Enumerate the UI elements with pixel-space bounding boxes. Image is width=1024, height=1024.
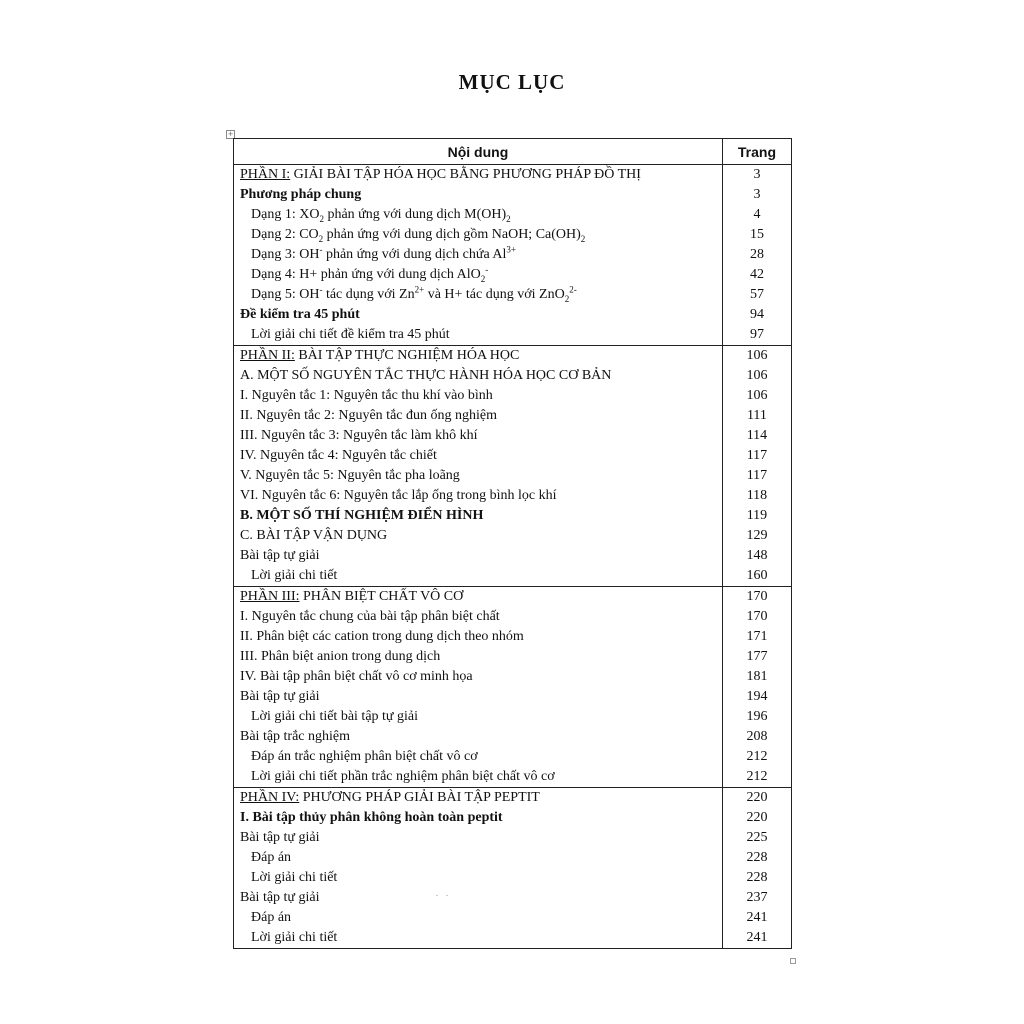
page-number: 212 xyxy=(746,769,768,784)
entry-text: Bài tập trắc nghiệm xyxy=(240,729,351,744)
toc-entry xyxy=(234,225,722,245)
page-number: 220 xyxy=(746,810,768,825)
page-number: 170 xyxy=(746,609,768,624)
page-number: 106 xyxy=(746,348,768,363)
toc-entry xyxy=(234,466,722,486)
entry-text: Dạng 2: CO xyxy=(251,227,319,242)
toc-entry xyxy=(234,366,722,386)
header-content: Nội dung xyxy=(234,139,723,165)
page-title: MỤC LỤC xyxy=(458,70,566,94)
toc-entry xyxy=(234,506,722,526)
page-number: 117 xyxy=(746,448,768,463)
page-number: 28 xyxy=(749,247,764,262)
page-number: 3 xyxy=(753,187,761,202)
page-number: 117 xyxy=(746,468,768,483)
page-number: 3 xyxy=(753,167,761,182)
entry-text: III. Phân biệt anion trong dung dịch xyxy=(240,649,441,664)
toc-entry xyxy=(234,888,722,908)
entry-text: A. MỘT SỐ NGUYÊN TẮC THỰC HÀNH HÓA HỌC CƠ BẢN xyxy=(240,368,612,383)
entry-text: - xyxy=(319,245,323,255)
toc-entry xyxy=(234,687,722,707)
table-resize-handle[interactable] xyxy=(790,958,796,964)
page-number: 97 xyxy=(749,327,764,342)
toc-entry xyxy=(234,868,722,888)
entry-text: Bài tập tự giải xyxy=(240,548,320,563)
entry-text: 2 xyxy=(580,233,586,244)
entry-text: II. Nguyên tắc 2: Nguyên tắc đun ống nghiệm xyxy=(240,408,497,423)
toc-entry xyxy=(234,245,722,265)
entry-text: - xyxy=(485,265,489,275)
section-pages xyxy=(722,587,791,788)
entry-text: phản ứng với dung dịch chứa Al xyxy=(322,247,507,262)
page-number: 170 xyxy=(746,589,768,604)
section-entries xyxy=(234,346,723,587)
toc-entry xyxy=(234,607,722,627)
toc-section xyxy=(234,587,792,788)
toc-section xyxy=(234,165,792,346)
toc-entry xyxy=(234,627,722,647)
section-heading xyxy=(234,788,722,808)
toc-entry xyxy=(234,486,722,506)
entry-text: 2 xyxy=(318,233,324,244)
entry-text: - xyxy=(319,285,323,295)
page-number: 129 xyxy=(746,528,768,543)
entry-text: Lời giải chi tiết xyxy=(251,568,338,583)
page-number: 225 xyxy=(746,830,768,845)
entry-text: Lời giải chi tiết xyxy=(251,930,338,945)
page-number: 114 xyxy=(746,428,768,443)
page-number: 160 xyxy=(746,568,768,583)
entry-text: Đáp án xyxy=(251,910,292,925)
toc-entry xyxy=(234,727,722,747)
toc-entry xyxy=(234,386,722,406)
entry-text: I. Bài tập thủy phân không hoàn toàn peptit xyxy=(240,810,503,825)
toc-table xyxy=(233,138,792,949)
toc-entry xyxy=(234,828,722,848)
page-number: 111 xyxy=(746,408,767,423)
entry-text: Bài tập tự giải xyxy=(240,689,320,704)
scan-specks: .. xyxy=(436,889,456,898)
entry-text: 2 xyxy=(506,213,511,224)
entry-text: Phương pháp chung xyxy=(240,187,362,202)
entry-text: Bài tập tự giải xyxy=(240,890,320,905)
page-number: 212 xyxy=(746,749,768,764)
entry-text: PHÂN BIỆT CHẤT VÔ CƠ xyxy=(299,589,464,604)
toc-entry xyxy=(234,546,722,566)
page-number: 106 xyxy=(746,388,768,403)
toc-entry xyxy=(234,285,722,305)
section-entries xyxy=(234,165,723,346)
section-pages xyxy=(722,788,791,949)
toc-entry xyxy=(234,305,722,325)
toc-section xyxy=(234,788,792,949)
toc-body xyxy=(234,165,792,949)
entry-text: Đáp án trắc nghiệm phân biệt chất vô cơ xyxy=(251,749,478,764)
entry-text: Dạng 4: H+ phản ứng với dung dịch AlO xyxy=(251,267,481,282)
page-number: 241 xyxy=(746,930,768,945)
entry-text: 2 xyxy=(564,293,570,304)
toc-entry xyxy=(234,647,722,667)
toc-entry xyxy=(234,205,722,225)
entry-text: Dạng 1: XO xyxy=(251,207,320,222)
entry-text: PHẦN I: xyxy=(240,167,291,182)
toc-entry xyxy=(234,707,722,727)
page-number: 228 xyxy=(746,850,768,865)
page-number: 119 xyxy=(746,508,768,523)
toc-section xyxy=(234,346,792,587)
toc-entry xyxy=(234,566,722,586)
section-heading xyxy=(234,165,722,185)
entry-text: PHẦN II: xyxy=(240,348,295,363)
toc-entry xyxy=(234,808,722,828)
toc-entry xyxy=(234,526,722,546)
entry-text: Lời giải chi tiết đề kiểm tra 45 phút xyxy=(251,327,450,342)
page-number: 15 xyxy=(749,227,764,242)
entry-text: Lời giải chi tiết xyxy=(251,870,338,885)
toc-entry xyxy=(234,265,722,285)
entry-text: VI. Nguyên tắc 6: Nguyên tắc lắp ống trong bình lọc khí xyxy=(240,488,557,503)
entry-text: phản ứng với dung dịch M(OH) xyxy=(323,207,507,222)
section-entries xyxy=(234,788,723,949)
section-heading xyxy=(234,587,722,607)
section-pages xyxy=(722,346,791,587)
table-header-row xyxy=(234,139,792,165)
entry-text: C. BÀI TẬP VẬN DỤNG xyxy=(240,528,388,543)
entry-text: III. Nguyên tắc 3: Nguyên tắc làm khô khí xyxy=(240,428,478,443)
section-heading xyxy=(234,346,722,366)
page-number: 177 xyxy=(746,649,768,664)
toc-entry xyxy=(234,185,722,205)
entry-text: Đáp án xyxy=(251,850,292,865)
toc-entry xyxy=(234,908,722,928)
page-number: 42 xyxy=(749,267,764,282)
entry-text: 2 xyxy=(480,273,486,284)
entry-text: Dạng 3: OH xyxy=(251,247,320,262)
entry-text: V. Nguyên tắc 5: Nguyên tắc pha loãng xyxy=(240,468,460,483)
page-number: 148 xyxy=(746,548,768,563)
entry-text: PHƯƠNG PHÁP GIẢI BÀI TẬP PEPTIT xyxy=(299,790,540,805)
page-number: 94 xyxy=(749,307,764,322)
toc-entry xyxy=(234,848,722,868)
entry-text: I. Nguyên tắc chung của bài tập phân biệt chất xyxy=(240,609,500,624)
toc-entry xyxy=(234,325,722,345)
section-entries xyxy=(234,587,723,788)
page-number: 106 xyxy=(746,368,768,383)
page-number: 118 xyxy=(746,488,768,503)
toc-entry xyxy=(234,406,722,426)
entry-text: Lời giải chi tiết bài tập tự giải xyxy=(251,709,419,724)
page-number: 241 xyxy=(746,910,768,925)
entry-text: IV. Bài tập phân biệt chất vô cơ minh họa xyxy=(240,669,473,684)
toc-entry xyxy=(234,928,722,948)
entry-text: Bài tập tự giải xyxy=(240,830,320,845)
entry-text: Dạng 5: OH xyxy=(251,287,320,302)
entry-text: B. MỘT SỐ THÍ NGHIỆM ĐIỂN HÌNH xyxy=(240,508,484,523)
entry-text: phản ứng với dung dịch gồm NaOH; Ca(OH) xyxy=(323,227,581,242)
entry-text: tác dụng với Zn xyxy=(322,287,415,302)
section-pages xyxy=(722,165,791,346)
page-number: 194 xyxy=(746,689,768,704)
toc-entry xyxy=(234,767,722,787)
page-number: 4 xyxy=(753,207,761,222)
header-page: Trang xyxy=(722,139,791,165)
entry-text: IV. Nguyên tắc 4: Nguyên tắc chiết xyxy=(240,448,437,463)
page-number: 237 xyxy=(746,890,768,905)
entry-text: 3+ xyxy=(506,245,516,255)
entry-text: PHẦN III: xyxy=(240,589,300,604)
entry-text: Lời giải chi tiết phần trắc nghiệm phân biệt chất vô cơ xyxy=(251,769,555,784)
toc-entry xyxy=(234,667,722,687)
page-number: 181 xyxy=(746,669,768,684)
page-number: 57 xyxy=(749,287,764,302)
page-number: 228 xyxy=(746,870,768,885)
page-number: 196 xyxy=(746,709,768,724)
entry-text: PHẦN IV: xyxy=(240,790,300,805)
toc-entry xyxy=(234,446,722,466)
entry-text: GIẢI BÀI TẬP HÓA HỌC BẰNG PHƯƠNG PHÁP ĐỒ THỊ xyxy=(290,167,641,182)
toc-entry xyxy=(234,747,722,767)
entry-text: II. Phân biệt các cation trong dung dịch theo nhóm xyxy=(240,629,524,644)
entry-text: 2 xyxy=(319,213,324,224)
entry-text: BÀI TẬP THỰC NGHIỆM HÓA HỌC xyxy=(294,348,520,363)
entry-text: Đề kiểm tra 45 phút xyxy=(240,307,360,322)
entry-text: 2+ xyxy=(414,285,425,295)
page-number: 208 xyxy=(746,729,768,744)
table-move-handle-icon[interactable]: + xyxy=(227,130,234,138)
entry-text: và H+ tác dụng với ZnO xyxy=(424,287,565,302)
page-number: 220 xyxy=(746,790,768,805)
entry-text: I. Nguyên tắc 1: Nguyên tắc thu khí vào bình xyxy=(240,388,493,403)
page-number: 171 xyxy=(746,629,768,644)
entry-text: 2- xyxy=(569,285,577,295)
toc-entry xyxy=(234,426,722,446)
